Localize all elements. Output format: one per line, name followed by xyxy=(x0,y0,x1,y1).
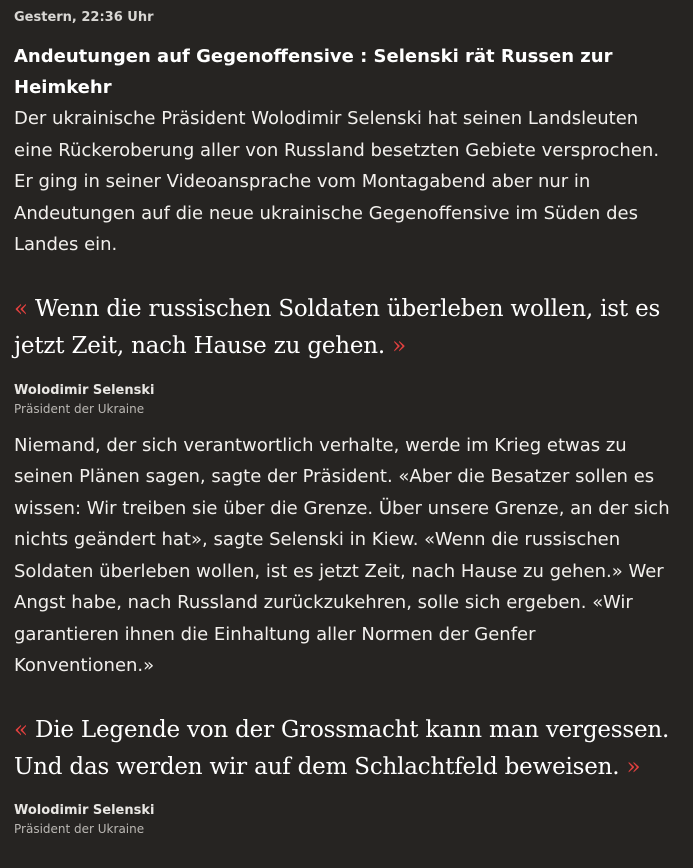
quote-text-container xyxy=(14,291,679,366)
quote-author: Wolodimir Selenski xyxy=(14,802,155,818)
pull-quote xyxy=(14,291,679,418)
quote-author: Wolodimir Selenski xyxy=(14,382,155,398)
pull-quote xyxy=(14,712,679,838)
article-lead: Der ukrainische Präsident Wolodimir Selenski hat seinen Landsleuten eine Rückeroberung aller von Russland besetzten Gebiete versprochen. Er ging in seiner Videoansprache vom Montagabend aber nur in Andeutungen auf die neue ukrainische Gegenoffensive im Süden des Landes ein. xyxy=(14,108,660,255)
quote-author-role: Präsident der Ukraine xyxy=(14,401,145,416)
quote-close-mark: » xyxy=(626,754,641,780)
quote-author-role: Präsident der Ukraine xyxy=(14,821,145,836)
quote-close-mark: » xyxy=(392,333,407,359)
article-timestamp: Gestern, 22:36 Uhr xyxy=(14,10,154,25)
quote-text-container xyxy=(14,712,679,787)
quote-open-mark: « xyxy=(14,716,28,743)
quote-text: Die Legende von der Grossmacht kann man vergessen. Und das werden wir auf dem Schlachtfeld beweisen. xyxy=(14,716,670,780)
article-headline[interactable]: Andeutungen auf Gegenoffensive : Selenski rät Russen zur Heimkehr xyxy=(14,46,613,98)
article-paragraph: Niemand, der sich verantwortlich verhalte, werde im Krieg etwas zu seinen Plänen sagen, sagte der Präsident. «Aber die Besatzer sollen es wissen: Wir treiben sie über die Grenze. Über unsere Grenze, an der sich nichts geändert hat», sagte Selenski in Kiew. «Wenn die russischen Soldaten überleben wollen, ist es jetzt Zeit, nach Hause zu gehen.» Wer Angst habe, nach Russland zurückzukehren, solle sich ergeben. «Wir garantieren ihnen die Einhaltung aller Normen der Genfer Konventionen.» xyxy=(14,434,670,676)
quote-text: Wenn die russischen Soldaten überleben wollen, ist es jetzt Zeit, nach Hause zu gehen. xyxy=(14,295,661,359)
quote-open-mark: « xyxy=(14,295,28,322)
